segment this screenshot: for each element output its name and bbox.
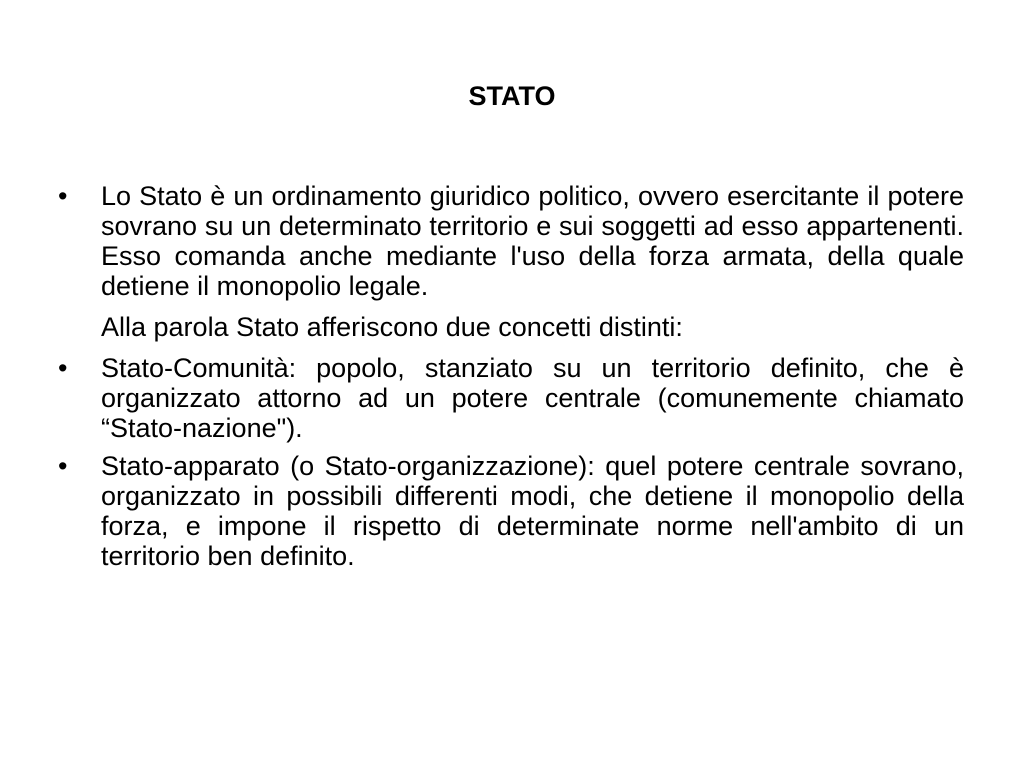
bullet-icon: • <box>58 451 68 481</box>
list-item <box>56 181 964 301</box>
paragraph-text: Stato-Comunità: popolo, stanziato su un territorio definito, che è organizzato attorno ad un potere centrale (comunemente chiamato “Stato-nazione"). <box>101 353 964 443</box>
bullet-list <box>56 181 964 571</box>
list-item <box>56 451 964 571</box>
paragraph-text: Stato-apparato (o Stato-organizzazione): quel potere centrale sovrano, organizzato in possibili differenti modi, che detiene il monopolio della forza, e impone il rispetto di determinate norme nell'ambito di un territorio ben definito. <box>101 451 964 571</box>
slide-title: STATO <box>468 81 556 111</box>
paragraph-text: Alla parola Stato afferiscono due concetti distinti: <box>101 312 683 342</box>
bullet-icon: • <box>58 353 68 383</box>
paragraph-text: Lo Stato è un ordinamento giuridico politico, ovvero esercitante il potere sovrano su un determinato territorio e sui soggetti ad esso appartenenti. Esso comanda anche mediante l'uso della forza armata, della quale detiene il monopolio legale. <box>101 181 964 301</box>
list-item <box>56 312 964 342</box>
list-item <box>56 353 964 443</box>
bullet-icon: • <box>58 181 68 211</box>
